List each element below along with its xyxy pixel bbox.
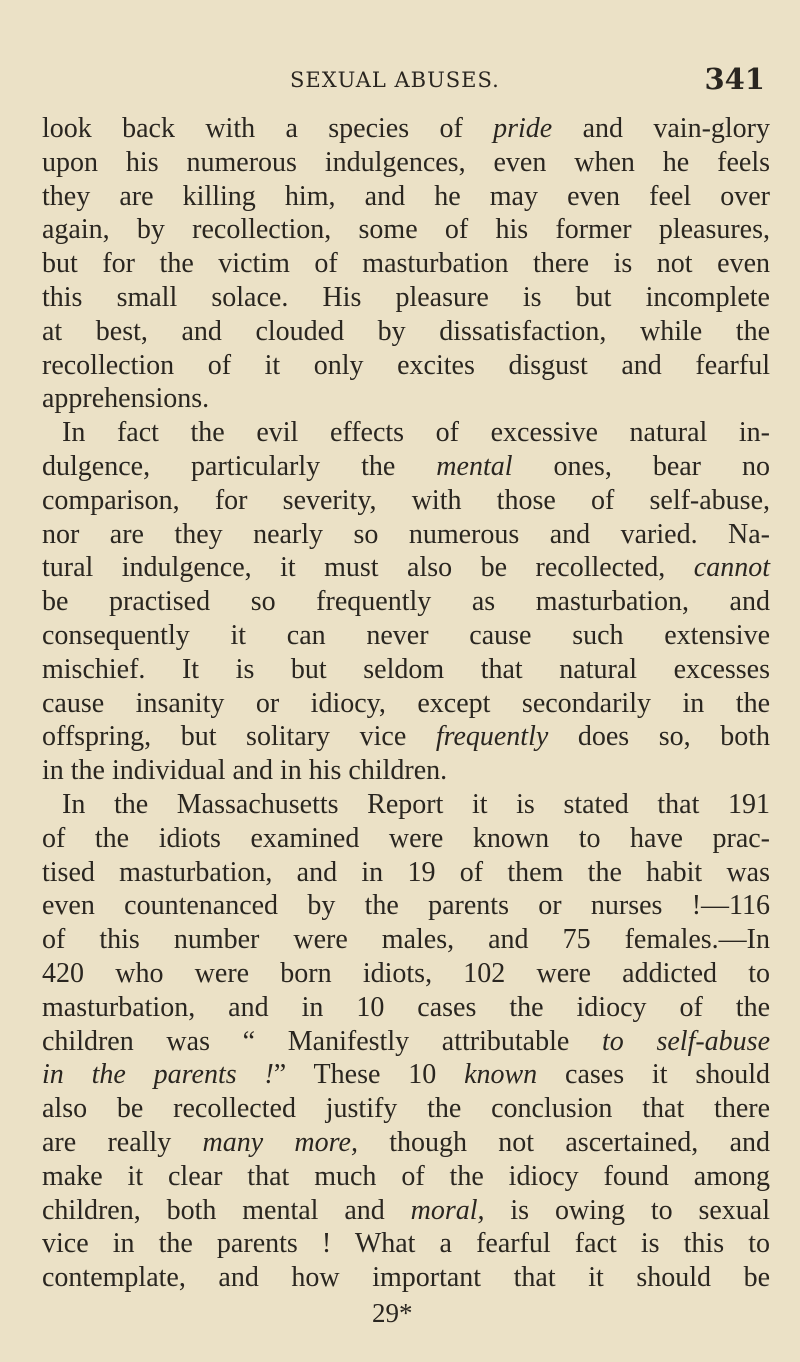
text-line: [42, 518, 770, 552]
italic-text: many more,: [202, 1126, 358, 1158]
text-segment: upon his numerous indulgences, even when he feels: [42, 146, 770, 178]
text-line: [42, 1092, 770, 1126]
text-line: [42, 450, 770, 484]
text-segment: make it clear that much of the idiocy found among: [42, 1160, 770, 1192]
signature-mark: 29*: [372, 1298, 413, 1328]
text-segment: again, by recollection, some of his former pleasures,: [42, 214, 770, 246]
text-line: [42, 1025, 770, 1059]
text-line: [42, 247, 770, 281]
text-line: [42, 720, 770, 754]
text-segment: and vain-glory: [552, 113, 770, 144]
italic-text: mental: [436, 450, 513, 482]
text-line: [42, 180, 770, 214]
italic-text: cannot: [693, 552, 770, 584]
text-segment: in the individual and in his children.: [42, 755, 448, 787]
text-line: [42, 889, 770, 923]
text-segment: contemplate, and how important that it should be: [42, 1262, 770, 1294]
text-line: [42, 1126, 770, 1160]
text-segment: cause insanity or idiocy, except secondarily in the: [42, 687, 770, 719]
italic-text: frequently: [435, 721, 549, 753]
text-segment: ” These 10: [273, 1059, 465, 1091]
text-segment: 420 who were born idiots, 102 were addicted to: [42, 957, 770, 989]
text-line: [42, 687, 770, 721]
text-segment: cases it should: [537, 1059, 771, 1091]
text-segment: does so, both: [548, 721, 770, 753]
text-segment: of this number were males, and 75 females.—In: [42, 924, 770, 956]
italic-text: moral,: [410, 1194, 485, 1226]
text-segment: children, both mental and: [42, 1194, 411, 1226]
text-line: [42, 856, 770, 890]
text-segment: apprehensions.: [42, 383, 210, 415]
text-line: [42, 213, 770, 247]
text-segment: In fact the evil effects of excessive natural in-: [62, 417, 770, 449]
text-line: [42, 551, 770, 585]
text-line: [42, 822, 770, 856]
text-segment: are really: [42, 1126, 203, 1158]
text-segment: they are killing him, and he may even feel over: [42, 180, 770, 212]
text-line: [42, 1194, 770, 1228]
text-segment: even countenanced by the parents or nurses !—116: [42, 890, 770, 922]
italic-text: in the parents !: [42, 1059, 274, 1091]
text-line: [42, 349, 770, 383]
text-line: [42, 382, 770, 416]
page-number: 341: [704, 62, 765, 96]
text-line: [42, 1227, 770, 1261]
page-body-text: [42, 112, 770, 1295]
text-segment: consequently it can never cause such extensive: [42, 619, 770, 651]
text-line: [42, 991, 770, 1025]
text-line: [42, 923, 770, 957]
text-segment: also be recollected justify the conclusion that there: [42, 1093, 770, 1125]
text-line: [42, 416, 770, 450]
text-segment: nor are they nearly so numerous and varied. Na-: [42, 518, 770, 550]
italic-text: known: [464, 1059, 538, 1091]
text-segment: In the Massachusetts Report it is stated that 191: [62, 788, 770, 820]
italic-text: pride: [493, 113, 553, 144]
text-line: [42, 754, 770, 788]
text-segment: tural indulgence, it must also be recollected,: [42, 552, 694, 584]
text-segment: this small solace. His pleasure is but incomplete: [42, 281, 770, 313]
running-head: SEXUAL ABUSES.: [290, 68, 500, 92]
text-line: [42, 1160, 770, 1194]
text-segment: vice in the parents ! What a fearful fact is this to: [42, 1228, 770, 1260]
text-segment: comparison, for severity, with those of self-abuse,: [42, 484, 770, 516]
page-header: [0, 62, 800, 102]
text-line: [42, 957, 770, 991]
text-line: [42, 112, 770, 146]
text-segment: offspring, but solitary vice: [42, 721, 436, 753]
text-segment: tised masturbation, and in 19 of them the habit was: [42, 856, 770, 888]
italic-text: to self-abuse: [602, 1025, 771, 1057]
text-line: [42, 146, 770, 180]
text-line: [42, 585, 770, 619]
text-line: [42, 281, 770, 315]
text-segment: recollection of it only excites disgust and fearful: [42, 349, 770, 381]
text-line: [42, 619, 770, 653]
text-segment: children was “ Manifestly attributable: [42, 1025, 602, 1057]
text-segment: at best, and clouded by dissatisfaction, while the: [42, 315, 770, 347]
text-segment: is owing to sexual: [484, 1194, 770, 1226]
text-segment: but for the victim of masturbation there is not even: [42, 248, 770, 280]
text-line: [42, 1058, 770, 1092]
text-segment: look back with a species of: [42, 113, 494, 144]
text-segment: be practised so frequently as masturbation, and: [42, 586, 770, 618]
text-segment: though not ascertained, and: [357, 1126, 771, 1158]
text-line: [42, 1261, 770, 1295]
text-segment: ones, bear no: [512, 450, 770, 482]
text-line: [42, 788, 770, 822]
text-segment: mischief. It is but seldom that natural excesses: [42, 653, 770, 685]
text-line: [42, 315, 770, 349]
text-segment: masturbation, and in 10 cases the idiocy of the: [42, 991, 770, 1023]
text-segment: of the idiots examined were known to have prac-: [42, 822, 770, 854]
text-line: [42, 484, 770, 518]
text-segment: dulgence, particularly the: [42, 450, 437, 482]
text-line: [42, 653, 770, 687]
